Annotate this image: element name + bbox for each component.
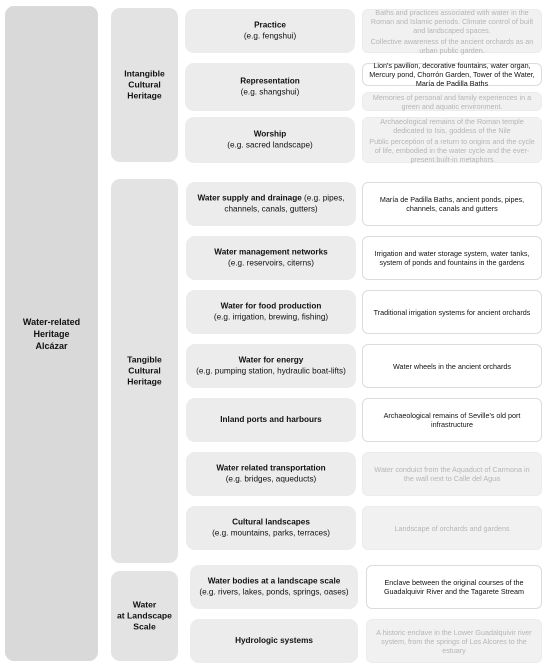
category-subtitle: (e.g. shangshui)	[240, 87, 300, 96]
description-text: Baths and practices associated with water in the Roman and Islamic periods. Climate control of built and landscaped spaces.	[370, 7, 534, 35]
category-title-line	[190, 415, 352, 426]
category-title-line	[190, 302, 352, 313]
group-label-line: Scale	[133, 621, 156, 632]
root-box	[5, 6, 98, 661]
category-text	[194, 577, 354, 598]
category-text	[190, 302, 352, 323]
category-text	[190, 518, 352, 539]
root-label-line: Alcázar	[35, 340, 68, 351]
description-text: Lion's pavilion, decorative fountains, water organ, Mercury pond, Chorrón Garden, Tower of the Water, María de Padilla Baths	[369, 61, 535, 88]
category-text	[190, 464, 352, 485]
category-title-line	[190, 248, 352, 259]
description-text: María de Padilla Baths, ancient ponds, pipes, channels, canals and gutters	[379, 195, 525, 213]
category-title-line	[190, 194, 352, 215]
group-label-line: Heritage	[127, 90, 162, 101]
category-title-line	[190, 464, 352, 475]
group-label	[111, 69, 178, 102]
category-box	[190, 619, 358, 663]
root-label	[5, 316, 98, 352]
category-box	[185, 63, 355, 111]
group-box	[111, 179, 178, 563]
category-subtitle: (e.g. rivers, lakes, ponds, springs, oases)	[199, 587, 349, 596]
description-text: Water wheels in the ancient orchards	[393, 361, 511, 371]
category-text	[190, 356, 352, 377]
category-box	[186, 506, 356, 550]
description-box	[366, 565, 542, 609]
category-text	[194, 636, 354, 647]
group-label-line: at Landscape	[117, 610, 172, 621]
category-title-line	[194, 577, 354, 588]
category-subtitle: (e.g. sacred landscape)	[227, 140, 313, 149]
category-subtitle: (e.g. mountains, parks, terraces)	[212, 528, 330, 537]
description-text: Enclave between the original courses of the Guadalquivir River and the Tagarete Stream	[383, 578, 525, 596]
description-box	[366, 619, 542, 663]
category-subtitle: (e.g. bridges, aqueducts)	[225, 474, 317, 483]
root-label-line: Water-related	[22, 316, 81, 327]
description-text: Water conduict from the Aquaduct of Carmona in the wall next to Calle del Agua	[374, 465, 530, 483]
description-text: Public perception of a return to origins and the cycle of life, embodied in the water cycle and the ever-present built-in metaphors	[369, 136, 535, 164]
category-title: Water for energy	[238, 355, 304, 365]
group-label-line: Cultural	[128, 365, 161, 376]
description-box	[362, 92, 542, 111]
description-box	[362, 398, 542, 442]
description-box	[362, 63, 542, 86]
description-box	[362, 9, 542, 53]
group-label-line: Cultural	[128, 79, 161, 90]
description-text: Collective awareness of the ancient orchards as an urban public garden.	[370, 36, 534, 55]
category-title: Practice	[254, 20, 286, 30]
category-title-line	[189, 21, 351, 32]
description-text: Archaeological remains of the Roman temple dedicated to Isis, goddess of the Nile	[380, 116, 524, 135]
category-box	[185, 9, 355, 53]
description-box	[362, 344, 542, 388]
category-title-line	[190, 518, 352, 529]
description-text: A historic enclave in the Lower Guadalquivir river system, from the springs of Los Alcores to the estuary	[376, 627, 532, 655]
category-title: Water related transportation	[216, 463, 326, 473]
group-box	[111, 8, 178, 162]
category-title: Water management networks	[214, 247, 328, 257]
category-title: Worship	[253, 129, 287, 139]
description-text: Traditional irrigation systems for ancient orchards	[373, 307, 531, 317]
category-text	[189, 77, 351, 98]
description-box	[362, 290, 542, 334]
category-title: Cultural landscapes	[232, 517, 310, 527]
category-title: Inland ports and harbours	[220, 414, 322, 424]
description-box	[362, 236, 542, 280]
description-text: Memories of personal and family experiences in a green and aquatic environment.	[372, 92, 532, 111]
category-box	[186, 398, 356, 442]
description-box	[362, 182, 542, 226]
group-box	[111, 571, 178, 661]
category-text	[189, 21, 351, 42]
description-text: Archaeological remains of Seville's old port infrastructure	[383, 411, 521, 429]
group-label	[111, 600, 178, 633]
category-title: Hydrologic systems	[235, 635, 313, 645]
group-label-line: Water	[132, 599, 157, 610]
category-box	[190, 565, 358, 609]
group-label-line: Heritage	[127, 376, 162, 387]
category-subtitle: (e.g. pumping station, hydraulic boat-lifts)	[196, 366, 346, 375]
category-subtitle: (e.g. fengshui)	[243, 31, 297, 40]
category-title-line	[189, 77, 351, 88]
category-box	[186, 344, 356, 388]
category-title-line	[190, 356, 352, 367]
category-title: Water bodies at a landscape scale	[207, 576, 341, 586]
category-title: Water for food production	[220, 301, 322, 311]
description-box	[362, 506, 542, 550]
category-box	[186, 182, 356, 226]
category-subtitle: (e.g. irrigation, brewing, fishing)	[213, 312, 329, 321]
category-text	[190, 194, 352, 215]
description-text: Landscape of orchards and gardens	[394, 523, 510, 533]
category-title: Water supply and drainage	[197, 193, 302, 203]
group-label	[111, 355, 178, 388]
description-box	[362, 117, 542, 163]
group-label-line: Tangible	[127, 354, 162, 365]
category-title-line	[194, 636, 354, 647]
category-text	[189, 130, 351, 151]
category-text	[190, 415, 352, 426]
category-box	[186, 452, 356, 496]
category-box	[185, 117, 355, 163]
category-subtitle: (e.g. pipes, channels, canals, gutters)	[224, 193, 345, 213]
category-title: Representation	[240, 76, 300, 86]
group-label-line: Intangible	[124, 68, 165, 79]
category-subtitle: (e.g. reservoirs, citerns)	[228, 258, 314, 267]
category-text	[190, 248, 352, 269]
category-box	[186, 236, 356, 280]
category-title-line	[189, 130, 351, 141]
root-label-line: Heritage	[33, 328, 70, 339]
description-text: Irrigation and water storage system, water tanks, system of ponds and fountains in the gardens	[374, 249, 530, 267]
category-box	[186, 290, 356, 334]
description-box	[362, 452, 542, 496]
